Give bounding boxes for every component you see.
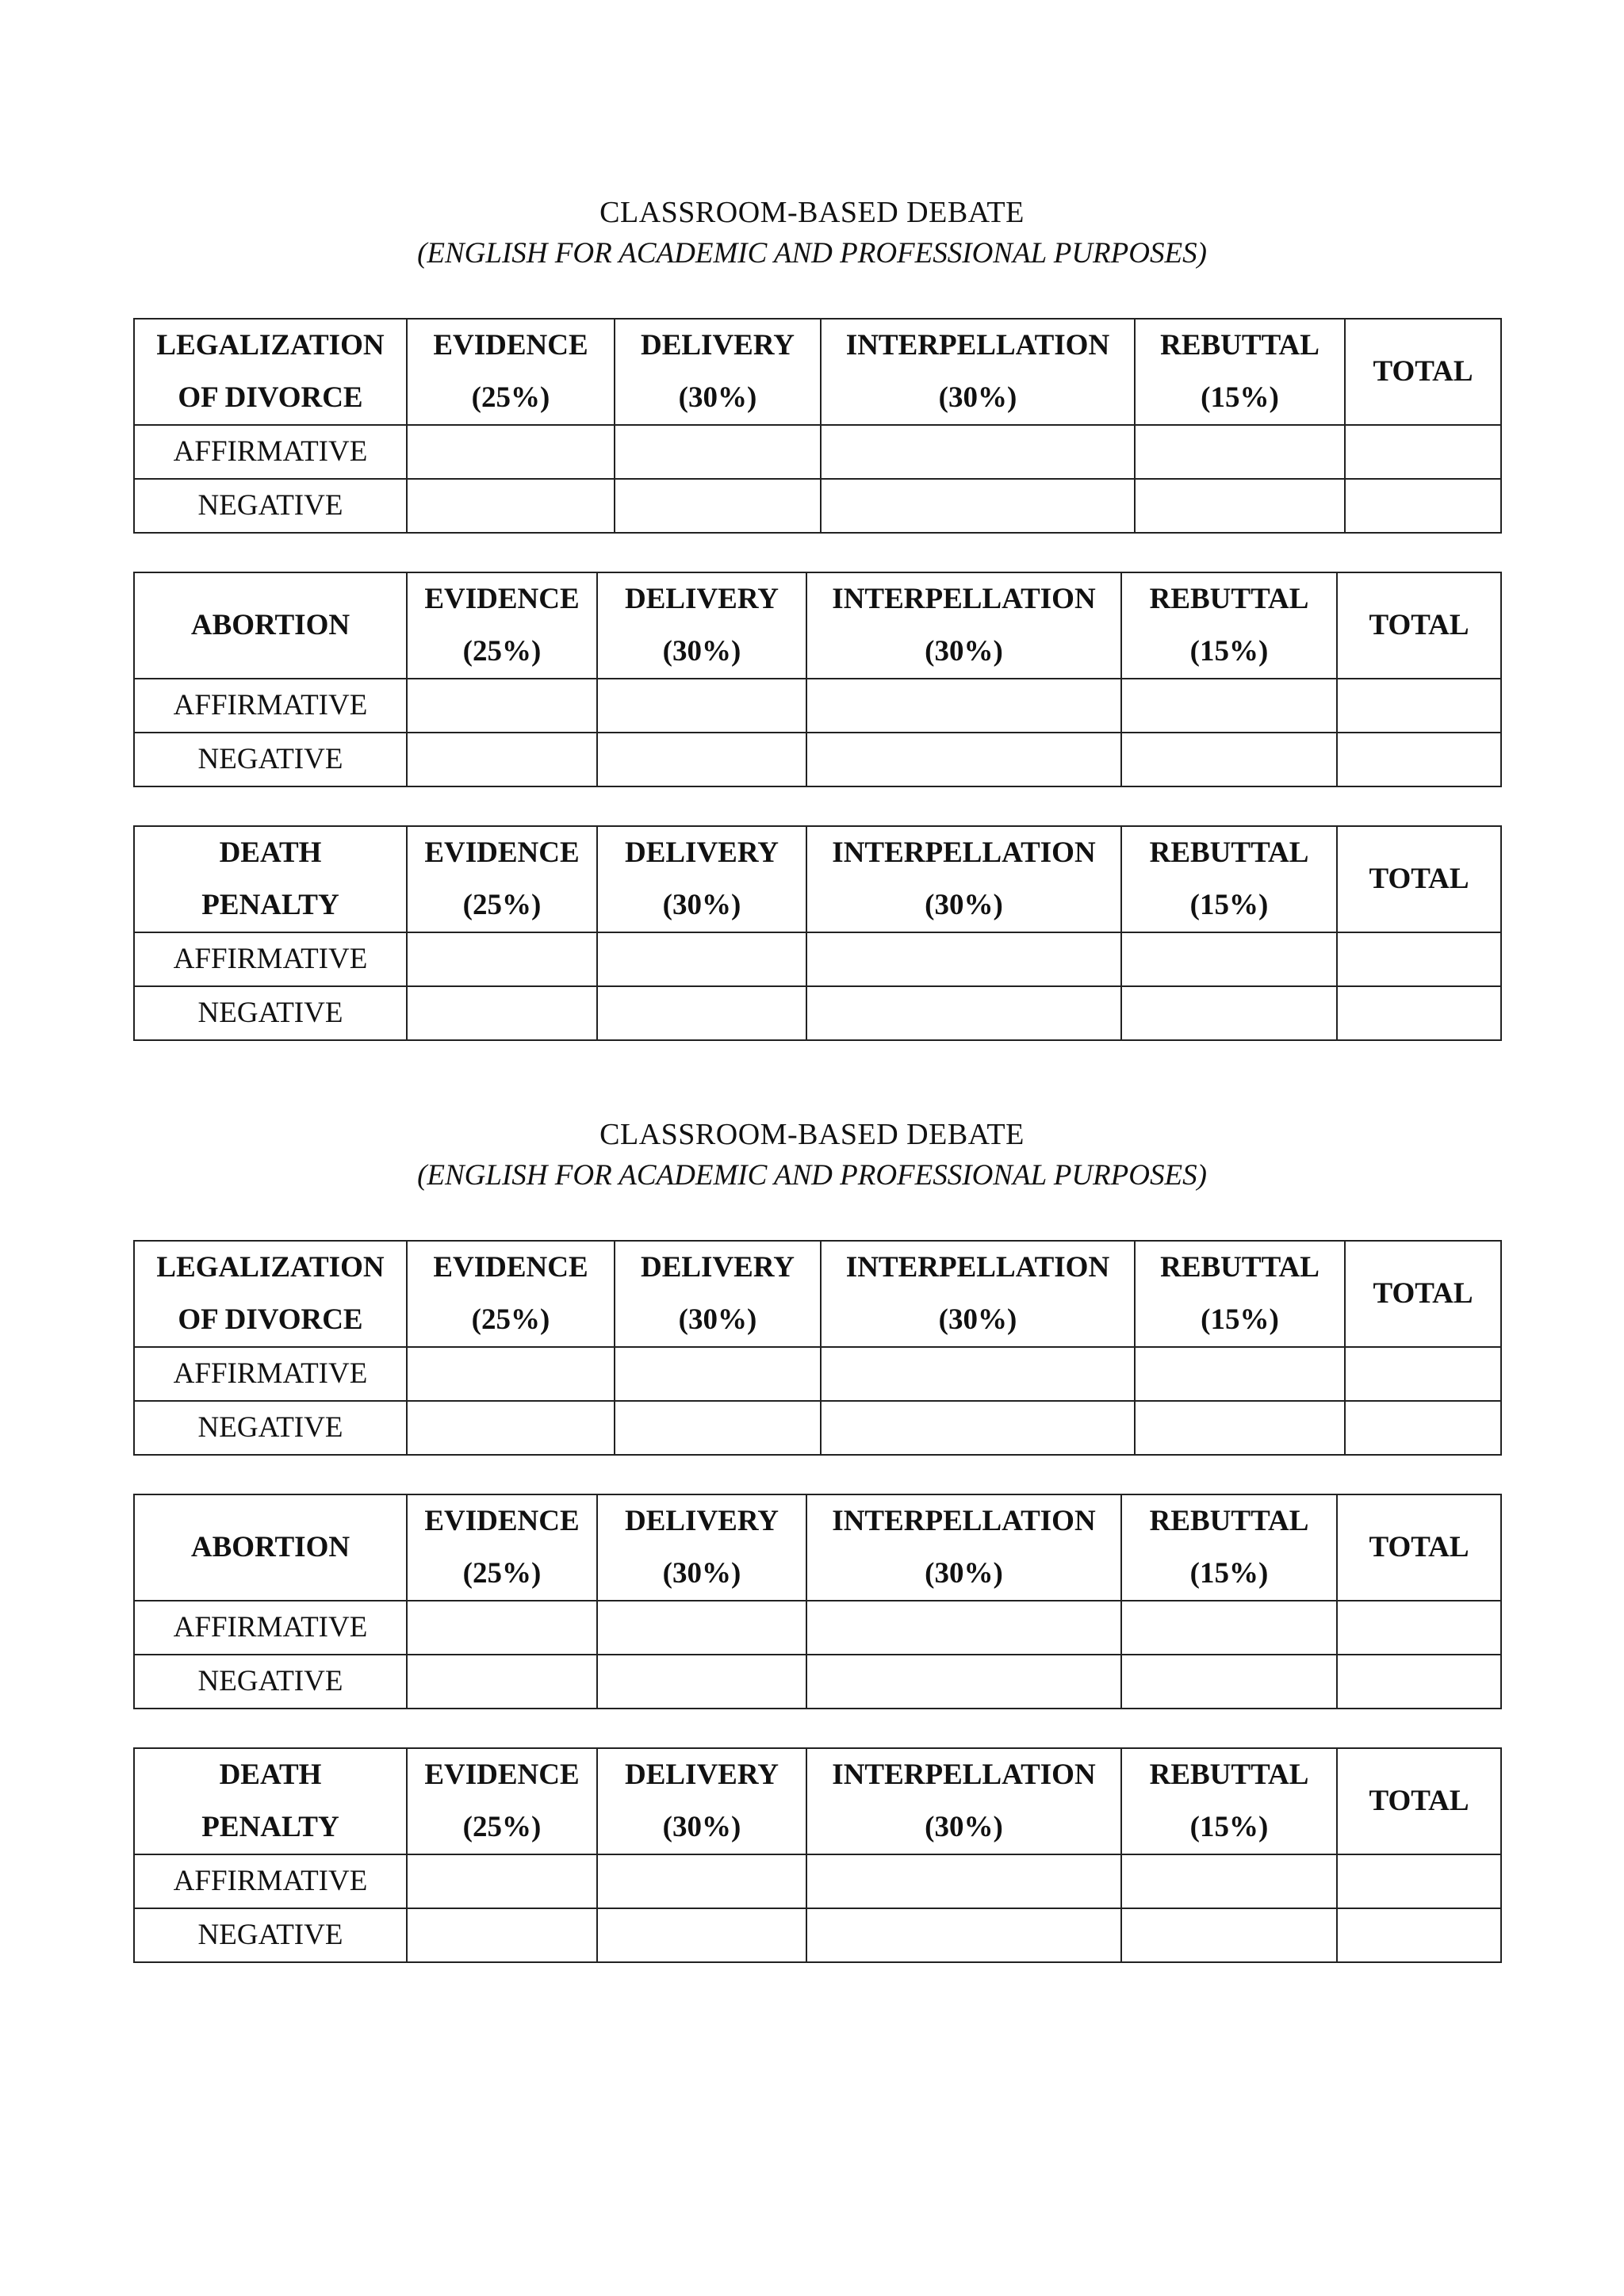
score-cell[interactable] xyxy=(407,1401,615,1455)
total-cell[interactable] xyxy=(1345,1401,1501,1455)
score-cell[interactable] xyxy=(407,425,615,479)
column-header-evidence: EVIDENCE (25%) xyxy=(407,319,615,425)
column-header-evidence: EVIDENCE (25%) xyxy=(407,826,597,932)
table-header-row xyxy=(134,319,1501,425)
table-row-affirmative xyxy=(134,932,1501,986)
column-header-delivery: DELIVERY (30%) xyxy=(597,826,806,932)
score-cell[interactable] xyxy=(597,986,806,1040)
score-cell[interactable] xyxy=(407,1347,615,1401)
score-cell[interactable] xyxy=(1121,733,1337,786)
score-cell[interactable] xyxy=(821,479,1135,533)
table-row-negative xyxy=(134,733,1501,786)
column-header-rebuttal: REBUTTAL (15%) xyxy=(1121,1494,1337,1601)
column-header-interpellation: INTERPELLATION (30%) xyxy=(821,319,1135,425)
score-cell[interactable] xyxy=(806,733,1121,786)
total-cell[interactable] xyxy=(1337,932,1501,986)
row-label-affirmative: AFFIRMATIVE xyxy=(134,1854,407,1908)
table-row-affirmative xyxy=(134,1854,1501,1908)
score-cell[interactable] xyxy=(597,1655,806,1709)
column-header-total: TOTAL xyxy=(1337,1748,1501,1854)
topic-header: LEGALIZATION OF DIVORCE xyxy=(134,1241,407,1347)
score-cell[interactable] xyxy=(597,733,806,786)
topic-header: DEATH PENALTY xyxy=(134,826,407,932)
row-label-affirmative: AFFIRMATIVE xyxy=(134,932,407,986)
score-cell[interactable] xyxy=(1135,479,1345,533)
row-label-negative: NEGATIVE xyxy=(134,1401,407,1455)
score-cell[interactable] xyxy=(1135,425,1345,479)
score-cell[interactable] xyxy=(407,1601,597,1655)
score-cell[interactable] xyxy=(1121,1908,1337,1962)
column-header-interpellation: INTERPELLATION (30%) xyxy=(806,1494,1121,1601)
score-cell[interactable] xyxy=(821,1401,1135,1455)
score-cell[interactable] xyxy=(1135,1347,1345,1401)
column-header-interpellation: INTERPELLATION (30%) xyxy=(806,826,1121,932)
row-label-negative: NEGATIVE xyxy=(134,1908,407,1962)
row-label-negative: NEGATIVE xyxy=(134,733,407,786)
table-row-negative xyxy=(134,1655,1501,1709)
score-cell[interactable] xyxy=(821,1347,1135,1401)
column-header-total: TOTAL xyxy=(1337,826,1501,932)
row-label-affirmative: AFFIRMATIVE xyxy=(134,425,407,479)
score-cell[interactable] xyxy=(597,1601,806,1655)
column-header-evidence: EVIDENCE (25%) xyxy=(407,1494,597,1601)
score-cell[interactable] xyxy=(615,479,821,533)
column-header-delivery: DELIVERY (30%) xyxy=(615,1241,821,1347)
score-cell[interactable] xyxy=(407,986,597,1040)
score-cell[interactable] xyxy=(806,679,1121,733)
column-header-rebuttal: REBUTTAL (15%) xyxy=(1121,826,1337,932)
sheet-subtitle: (ENGLISH FOR ACADEMIC AND PROFESSIONAL PURPOSES) xyxy=(417,237,1207,270)
column-header-total: TOTAL xyxy=(1345,1241,1501,1347)
table-header-row xyxy=(134,1241,1501,1347)
rubric-table-abortion xyxy=(133,572,1502,787)
rubric-table-legalization-of-divorce xyxy=(133,318,1502,534)
table-row-negative xyxy=(134,1908,1501,1962)
topic-header: LEGALIZATION OF DIVORCE xyxy=(134,319,407,425)
table-row-affirmative xyxy=(134,679,1501,733)
column-header-interpellation: INTERPELLATION (30%) xyxy=(821,1241,1135,1347)
score-cell[interactable] xyxy=(806,1854,1121,1908)
score-cell[interactable] xyxy=(1135,1401,1345,1455)
score-cell[interactable] xyxy=(615,1347,821,1401)
score-cell[interactable] xyxy=(615,1401,821,1455)
score-cell[interactable] xyxy=(407,679,597,733)
score-cell[interactable] xyxy=(1121,679,1337,733)
score-cell[interactable] xyxy=(597,679,806,733)
column-header-interpellation: INTERPELLATION (30%) xyxy=(806,572,1121,679)
column-header-total: TOTAL xyxy=(1345,319,1501,425)
total-cell[interactable] xyxy=(1337,1908,1501,1962)
score-cell[interactable] xyxy=(597,932,806,986)
score-cell[interactable] xyxy=(1121,1854,1337,1908)
total-cell[interactable] xyxy=(1337,986,1501,1040)
score-cell[interactable] xyxy=(407,733,597,786)
topic-header: ABORTION xyxy=(134,572,407,679)
table-row-negative xyxy=(134,986,1501,1040)
table-header-row xyxy=(134,1748,1501,1854)
row-label-affirmative: AFFIRMATIVE xyxy=(134,1347,407,1401)
row-label-affirmative: AFFIRMATIVE xyxy=(134,1601,407,1655)
score-cell[interactable] xyxy=(1121,932,1337,986)
score-cell[interactable] xyxy=(1121,1655,1337,1709)
rubric-table-abortion xyxy=(133,1494,1502,1709)
rubric-table-death-penalty xyxy=(133,1747,1502,1963)
score-cell[interactable] xyxy=(407,932,597,986)
table-row-negative xyxy=(134,479,1501,533)
column-header-evidence: EVIDENCE (25%) xyxy=(407,1241,615,1347)
total-cell[interactable] xyxy=(1345,1347,1501,1401)
total-cell[interactable] xyxy=(1337,1854,1501,1908)
topic-header: ABORTION xyxy=(134,1494,407,1601)
score-cell[interactable] xyxy=(806,932,1121,986)
total-cell[interactable] xyxy=(1345,479,1501,533)
score-cell[interactable] xyxy=(1121,986,1337,1040)
table-header-row xyxy=(134,826,1501,932)
score-cell[interactable] xyxy=(806,1601,1121,1655)
rubric-table-legalization-of-divorce xyxy=(133,1240,1502,1456)
column-header-rebuttal: REBUTTAL (15%) xyxy=(1135,319,1345,425)
row-label-affirmative: AFFIRMATIVE xyxy=(134,679,407,733)
column-header-delivery: DELIVERY (30%) xyxy=(597,1494,806,1601)
table-row-affirmative xyxy=(134,1347,1501,1401)
column-header-interpellation: INTERPELLATION (30%) xyxy=(806,1748,1121,1854)
column-header-total: TOTAL xyxy=(1337,572,1501,679)
column-header-rebuttal: REBUTTAL (15%) xyxy=(1121,572,1337,679)
column-header-total: TOTAL xyxy=(1337,1494,1501,1601)
topic-header: DEATH PENALTY xyxy=(134,1748,407,1854)
column-header-delivery: DELIVERY (30%) xyxy=(615,319,821,425)
total-cell[interactable] xyxy=(1337,733,1501,786)
score-cell[interactable] xyxy=(821,425,1135,479)
total-cell[interactable] xyxy=(1337,1655,1501,1709)
total-cell[interactable] xyxy=(1337,679,1501,733)
column-header-evidence: EVIDENCE (25%) xyxy=(407,1748,597,1854)
table-row-affirmative xyxy=(134,1601,1501,1655)
score-cell[interactable] xyxy=(806,1908,1121,1962)
score-cell[interactable] xyxy=(407,1655,597,1709)
table-header-row xyxy=(134,1494,1501,1601)
score-cell[interactable] xyxy=(407,1854,597,1908)
rubric-table-death-penalty xyxy=(133,825,1502,1041)
sheet-subtitle: (ENGLISH FOR ACADEMIC AND PROFESSIONAL PURPOSES) xyxy=(417,1159,1207,1192)
column-header-rebuttal: REBUTTAL (15%) xyxy=(1135,1241,1345,1347)
score-cell[interactable] xyxy=(597,1908,806,1962)
column-header-delivery: DELIVERY (30%) xyxy=(597,572,806,679)
score-cell[interactable] xyxy=(407,1908,597,1962)
score-cell[interactable] xyxy=(407,479,615,533)
score-cell[interactable] xyxy=(597,1854,806,1908)
column-header-evidence: EVIDENCE (25%) xyxy=(407,572,597,679)
table-header-row xyxy=(134,572,1501,679)
table-row-affirmative xyxy=(134,425,1501,479)
score-cell[interactable] xyxy=(806,1655,1121,1709)
column-header-delivery: DELIVERY (30%) xyxy=(597,1748,806,1854)
row-label-negative: NEGATIVE xyxy=(134,479,407,533)
row-label-negative: NEGATIVE xyxy=(134,1655,407,1709)
table-row-negative xyxy=(134,1401,1501,1455)
sheet-title: CLASSROOM-BASED DEBATE xyxy=(599,196,1025,229)
score-cell[interactable] xyxy=(1121,1601,1337,1655)
total-cell[interactable] xyxy=(1337,1601,1501,1655)
row-label-negative: NEGATIVE xyxy=(134,986,407,1040)
total-cell[interactable] xyxy=(1345,425,1501,479)
column-header-rebuttal: REBUTTAL (15%) xyxy=(1121,1748,1337,1854)
sheet-title: CLASSROOM-BASED DEBATE xyxy=(599,1118,1025,1151)
score-cell[interactable] xyxy=(615,425,821,479)
score-cell[interactable] xyxy=(806,986,1121,1040)
